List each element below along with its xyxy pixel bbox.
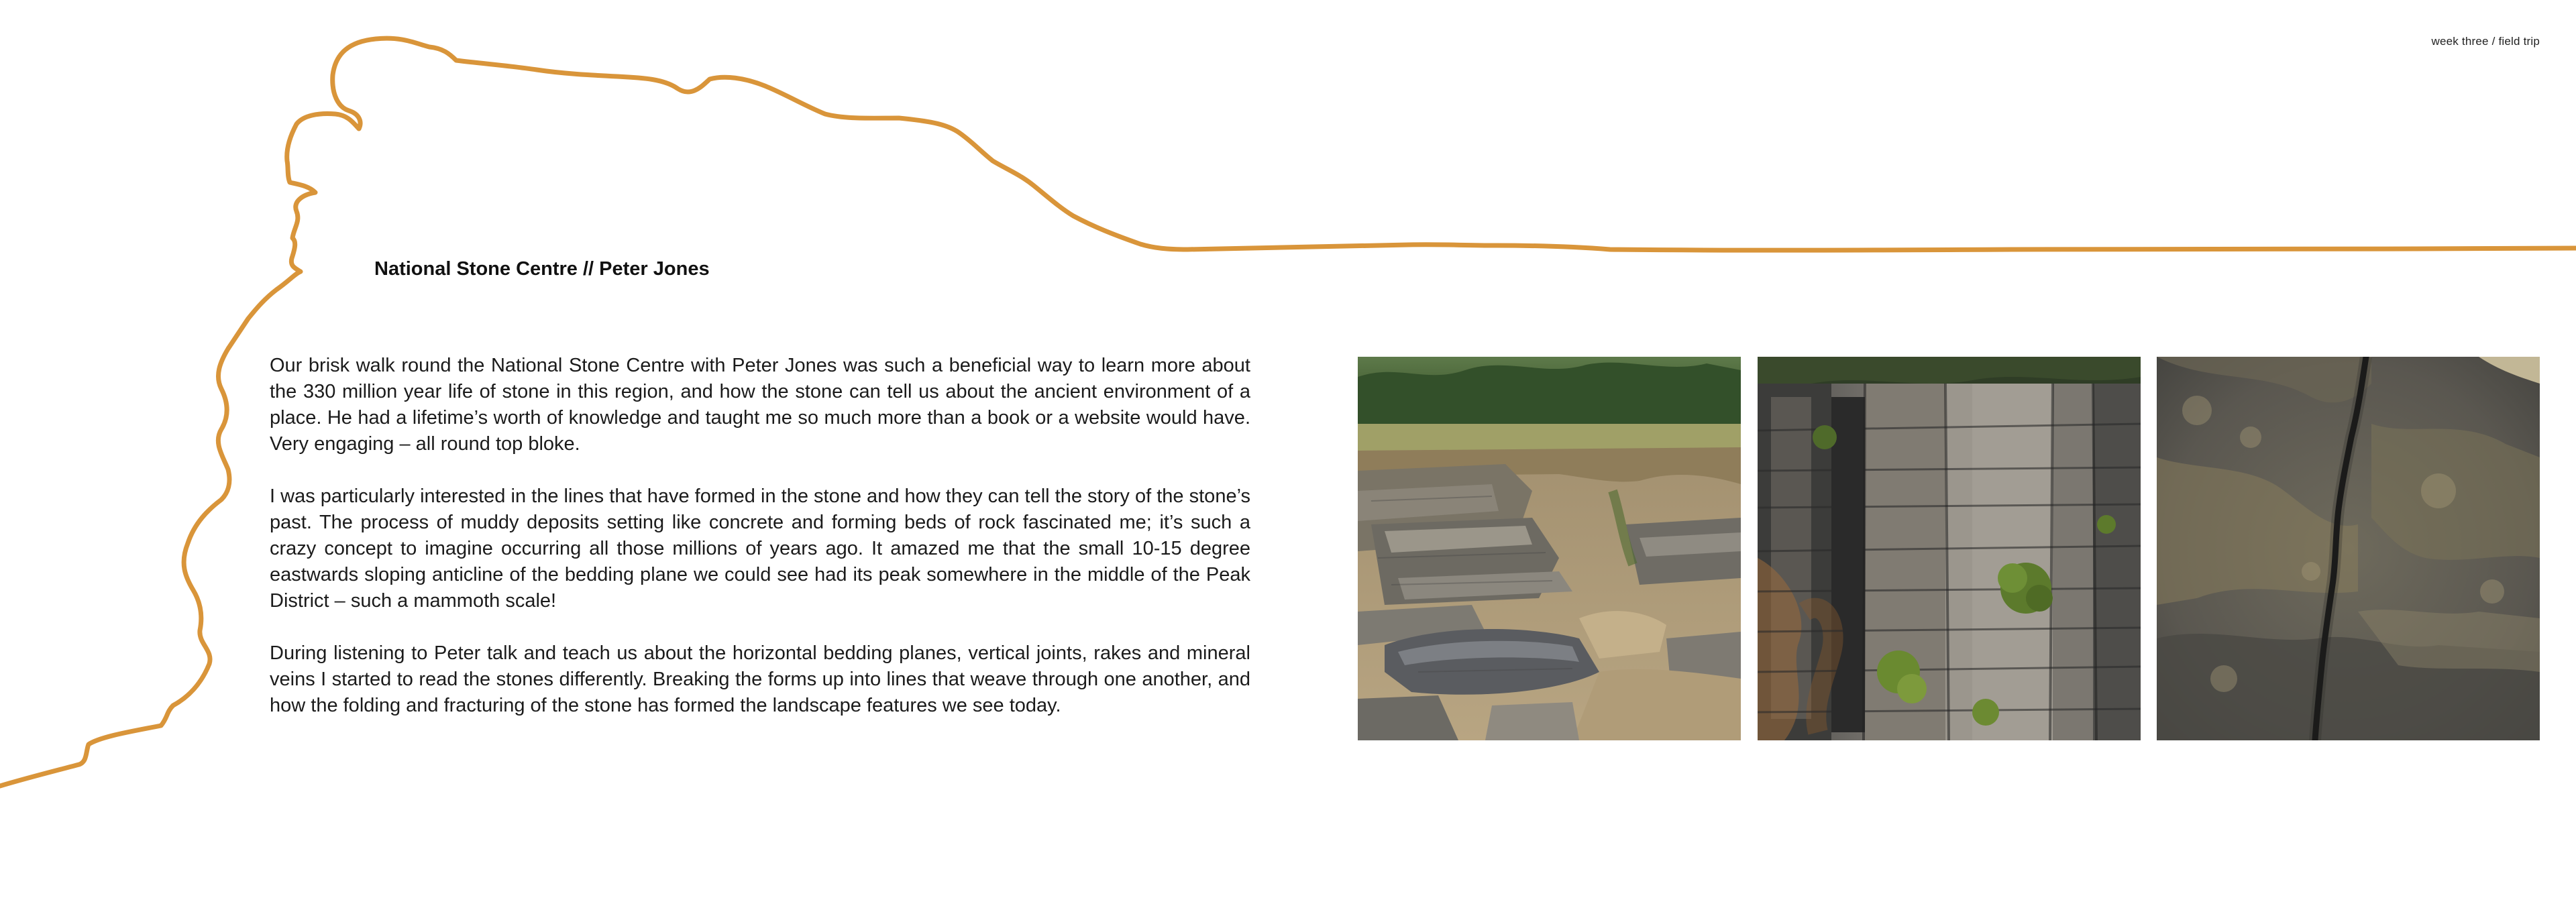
photo-quarry-ledges	[1358, 357, 1741, 740]
page-title: National Stone Centre // Peter Jones	[374, 258, 710, 280]
photo-gallery	[1358, 357, 2540, 740]
photo-quarry-ledges-image	[1358, 357, 1741, 740]
paragraph-2: I was particularly interested in the lines that have formed in the stone and how they can tell the story of the stone’s past. The process of muddy deposits setting like concrete and forming beds of rock fascinated me; it’s such a crazy concept to imagine occurring all those millions of years ago. It amazed me that the small 10-15 degree eastwards sloping anticline of the bedding plane we could see had its peak somewhere in the middle of the Peak District – such a mammoth scale!	[270, 486, 1250, 612]
section-label-topic: field trip	[2498, 35, 2540, 48]
paragraph-3: During listening to Peter talk and teach us about the horizontal bedding planes, vertical joints, rakes and mineral veins I started to read the stones differently. Breaking the forms up into lines that weave through one another, and how the folding and fracturing of the stone has formed the landscape features we see today.	[270, 642, 1250, 716]
section-label	[2432, 35, 2540, 48]
photo-rock-joint-closeup-image	[2157, 357, 2540, 740]
paragraph-1: Our brisk walk round the National Stone Centre with Peter Jones was such a beneficial way to learn more about the 330 million year life of stone in this region, and how the stone can tell us about the ancient environment of a place. He had a lifetime’s worth of knowledge and taught me so much more than a book or a website would have. Very engaging – all round top bloke.	[270, 355, 1250, 455]
photo-limestone-face-image	[1758, 357, 2141, 740]
photo-limestone-face	[1758, 357, 2141, 740]
photo-rock-joint-closeup	[2157, 357, 2540, 740]
body-text	[270, 353, 1250, 745]
section-label-week: week three /	[2431, 35, 2496, 48]
